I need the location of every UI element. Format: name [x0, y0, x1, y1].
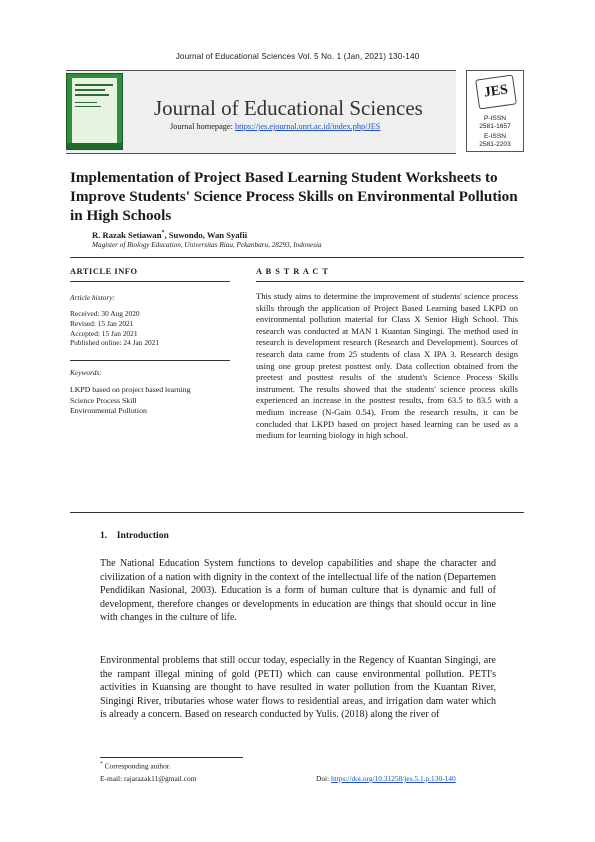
email-label: E-mail:	[100, 774, 125, 783]
affiliation: Magister of Biology Education, Universitas Riau, Pekanbaru, 28293, Indonesia	[92, 241, 322, 249]
keyword-item: Environmental Pollution	[70, 406, 147, 416]
footnote-rule	[100, 757, 243, 758]
journal-homepage	[170, 122, 380, 131]
email-line	[100, 774, 196, 783]
intro-paragraph: The National Education System functions to develop capabilities and shape the character and civilization of a nation with dignity in the context of the intellectual life of the nation (Departemen Pendidikan Nasional, 2003). Education is a form of human culture that is dynamic and full of development, therefore changes or developments in education are things that should occur in line with changes in the culture of life.	[100, 558, 496, 624]
journal-cover-image	[66, 73, 123, 150]
corresponding-footnote	[100, 761, 171, 770]
running-head: Journal of Educational Sciences Vol. 5 No. 1 (Jan, 2021) 130-140	[175, 52, 420, 61]
p-issn-label: P-ISSN	[484, 115, 506, 122]
email-address[interactable]: rajarazak11@gmail.com	[124, 774, 197, 783]
journal-logo-box	[466, 70, 524, 152]
doi-label: Doi:	[316, 774, 331, 783]
history-accepted: Accepted: 15 Jan 2021	[70, 328, 138, 338]
abstract-rule	[256, 281, 524, 282]
divider-top	[70, 257, 524, 258]
abstract-text: This study aims to determine the improvement of students' science process skills through the application of Project Based Learning based LKPD on environmental pollution material for Class X Senior High School. This research was conducted at MAN 1 Kuantan Singingi. The method used in research is development research (Research and Development). Sources of research data came from 25 students of class X IPA 3. Research design using one group pretest posttest only. Data collection obtained from the preetest and posttest results of the student's Science Process Skills instrument. The results showed that the students' science process skills experienced an increase in the posttest results, from 63.5 to 83.5 with a medium increase (N-Gain 0.54). From the research results, it can be concluded that LKPD based on project based learning can be used as a medium for learning biology in high school.	[256, 291, 518, 441]
e-issn-label: E-ISSN	[484, 133, 506, 140]
e-issn: 2581-2203	[479, 141, 511, 148]
keywords-label: Keywords:	[70, 368, 102, 377]
doi-line	[316, 774, 456, 783]
jes-logo: JES	[475, 75, 517, 110]
history-revised: Revised: 15 Jan 2021	[70, 318, 134, 328]
keyword-item: LKPD based on project based learning	[70, 385, 191, 394]
first-author: R. Razak Setiawan	[92, 230, 162, 240]
introduction-heading: 1. Introduction	[100, 530, 169, 541]
history-received: Received: 30 Aug 2020	[70, 309, 140, 318]
doi-link[interactable]: https://doi.org/10.31258/jes.5.1.p.130-140	[331, 774, 456, 783]
journal-name: Journal of Educational Sciences	[154, 96, 423, 120]
homepage-link[interactable]: https://jes.ejournal.unri.ac.id/index.php/JES	[234, 122, 381, 131]
article-info-heading: ARTICLE INFO	[70, 267, 138, 276]
history-label: Article history:	[70, 293, 115, 302]
paper-title: Implementation of Project Based Learning Student Worksheets to Improve Students' Science Process Skills on Environmental Pollution in High Schools	[70, 169, 518, 224]
keywords-rule	[70, 360, 230, 361]
footnote-mark: *	[100, 761, 103, 767]
article-info-rule	[70, 281, 230, 282]
history-list	[70, 309, 240, 348]
divider-bottom	[70, 512, 524, 513]
corresponding-mark: *	[161, 230, 165, 237]
abstract-heading: A B S T R A C T	[256, 267, 329, 276]
p-issn: 2581-1657	[479, 123, 511, 130]
keywords-list	[70, 385, 245, 417]
history-published: Published online: 24 Jan 2021	[70, 338, 160, 348]
intro-paragraph: Environmental problems that still occur today, especially in the Regency of Kuantan Singingi, are the rampant illegal mining of gold (PETI) which can cause environmental pollution. PETI's activities in Kuansing are thought to have resulted in water pollution from the Kuantan River, Singingi River, tributaries whose water flows to residential areas, and irrigation dam water which is already a concern. Based on research conducted by Yulis. (2018) along the river of	[100, 655, 496, 721]
co-authors: , Suwondo, Wan Syafii	[164, 230, 248, 240]
author-list	[92, 230, 247, 240]
corresponding-text: Corresponding author.	[102, 761, 171, 771]
keyword-item: Science Process Skill	[70, 395, 137, 405]
homepage-label: Journal homepage:	[170, 122, 235, 131]
